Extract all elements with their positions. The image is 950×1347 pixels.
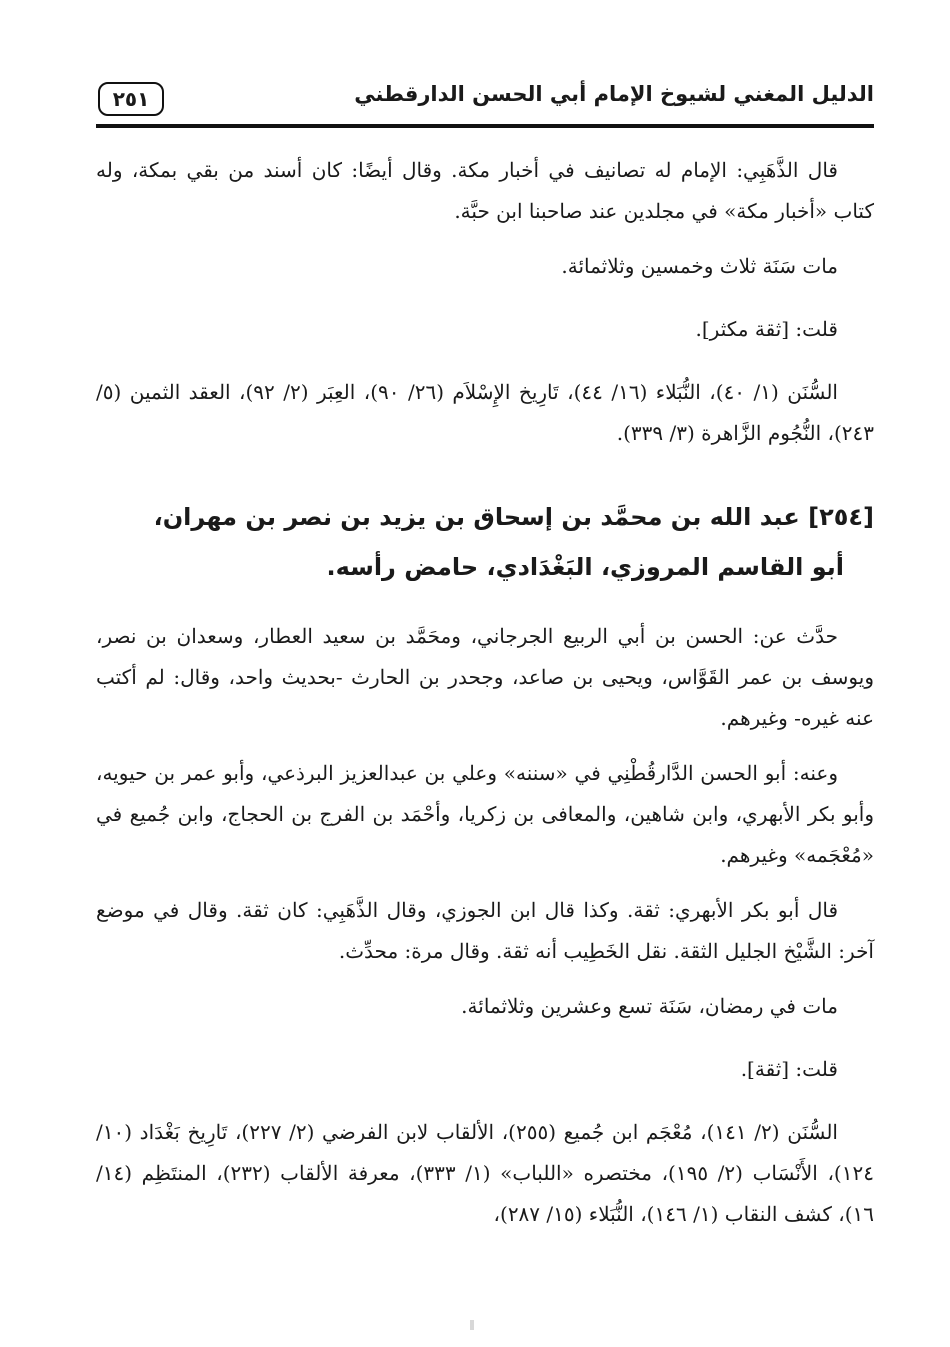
entry-narrators: وعنه: أبو الحسن الدَّارقُطْنِي في «سننه» وعلي بن عبدالعزيز البرذعي، وأبو عمر بن حيويه، وأبو بكر الأبهري، وابن شاهين، والمعافى بن زكريا، وأحْمَد بن الفرج بن الحجاج، وابن جُميع في «مُعْجَمه» وغيرهم. [96, 761, 874, 867]
page-header [96, 78, 874, 128]
entry-narrated-from: حدَّث عن: الحسن بن أبي الربيع الجرجاني، ومحَمَّد بن سعيد العطار، وسعدان بن نصر، ويوسف بن عمر القَوَّاس، ويحيى بن صاعد، وجحدر بن الحارث -بحديث واحد، وقال: لم أكتب عنه غيره- وغيرهم. [96, 624, 874, 730]
previous-entry-paragraph: قال الذَّهَبِي: الإمام له تصانيف في أخبار مكة. وقال أيضًا: كان أسند من بقي بمكة، وله كتاب «أخبار مكة» في مجلدين عند صاحبنا ابن حبَّة. [96, 158, 874, 223]
entry-heading [96, 492, 874, 592]
previous-entry-references: السُّنَن (١/ ٤٠)، النُّبَلاء (١٦/ ٤٤)، تَارِيخ الإِسْلاَم (٢٦/ ٩٠)، العِبَر (٢/ ٩٢)، العقد الثمين (٥/ ٢٤٣)، النُّجُوم الزَّاهرة (٣/ ٣٣٩). [96, 380, 874, 445]
page-body [96, 150, 874, 1235]
scan-mark [470, 1320, 474, 1330]
previous-entry-verdict: قلت: [ثقة مكثر]. [695, 317, 838, 341]
header-divider [96, 124, 874, 128]
entry-grading: قال أبو بكر الأبهري: ثقة. وكذا قال ابن الجوزي، وقال الذَّهَبِي: كان ثقة. وقال في موضع آخر: الشَّيْخ الجليل الثقة. نقل الخَطِيب أنه ثقة. وقال مرة: محدِّث. [96, 898, 874, 963]
page-number-badge [98, 82, 164, 116]
entry-verdict: قلت: [ثقة]. [740, 1057, 838, 1081]
page-number: ٢٥١ [112, 87, 150, 111]
entry-heading-line-1: [٢٥٤] عبد الله بن محمَّد بن إسحاق بن يزيد بن نصر بن مهران، [153, 503, 874, 531]
previous-entry-death: مات سَنَة ثلاث وخمسين وثلاثمائة. [561, 254, 838, 278]
entry-references: السُّنَن (٢/ ١٤١)، مُعْجَم ابن جُميع (٢٥٥)، الألقاب لابن الفرضي (٢/ ٢٢٧)، تَارِيخ بَغْدَاد (١٠/ ١٢٤)، الأَنْسَاب (٢/ ١٩٥)، مختصره «اللباب» (١/ ٣٣٣)، معرفة الألقاب (٢٣٢)، المنتَظِم (١٤/ ١٦)، كشف النقاب (١/ ١٤٦)، النُّبَلاء (١٥/ ٢٨٧)، [96, 1120, 874, 1226]
running-title: الدليل المغني لشيوخ الإمام أبي الحسن الدارقطني [354, 82, 874, 106]
entry-death: مات في رمضان، سَنَة تسع وعشرين وثلاثمائة. [461, 994, 838, 1018]
entry-heading-line-2: أبو القاسم المروزي، البَغْدَادي، حامض رأسه. [326, 553, 844, 581]
